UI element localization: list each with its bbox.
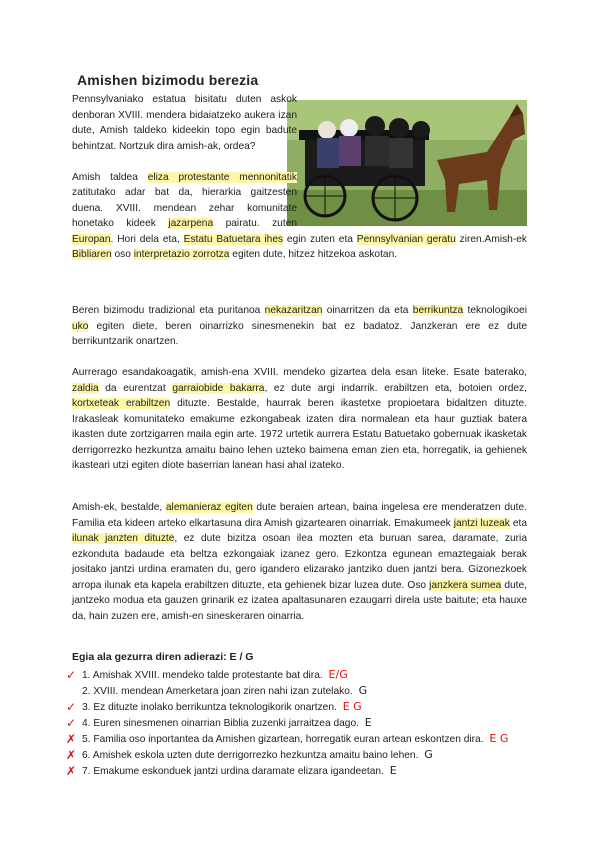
paragraph-3	[72, 365, 527, 474]
handwritten-answer: E G	[489, 732, 509, 745]
highlighted-phrase: ilunak janzten dituzte	[72, 533, 175, 544]
highlighted-phrase: janzkera sumea	[429, 579, 502, 591]
text-run: oinarritzen da eta	[322, 305, 413, 316]
cross-mark-icon: ✗	[66, 748, 77, 762]
text-run: Beren bizimodu tradizional eta puritanoa	[72, 305, 265, 316]
text-run: egiten dute, hitzez hitzekoa askotan.	[229, 249, 398, 260]
check-mark-icon: ✓	[66, 716, 77, 730]
paragraph-2	[72, 303, 527, 350]
quiz-item	[66, 763, 552, 779]
highlighted-phrase: Pennsylvanian geratu	[356, 233, 456, 245]
text-run: Aurrerago esandakoagatik, amish-ena XVIII. mendeko gizartea dela esan liteke. Esate baterako,	[72, 367, 527, 378]
highlighted-phrase: kortxeteak erabiltzen	[72, 398, 171, 409]
photo-wrap-space	[305, 92, 527, 222]
text-run: egiten diete, beren oinarrizko sinesmenekin bat ez badatoz. Janzkeran ere ez dute berrikuntzarik onartzen.	[72, 320, 527, 347]
quiz-item-number: 5.	[82, 734, 91, 745]
highlighted-phrase: Europan	[72, 233, 111, 245]
handwritten-answer: G	[358, 684, 368, 697]
quiz-item-number: 7.	[82, 766, 91, 777]
quiz-item-number: 3.	[82, 702, 91, 713]
text-run: Pennsylvaniako estatua bisitatu duten askok denboran XVIII. mendera bidaiatzeko aukera izan dute, Amish taldeko kideekin topo egin badute behintzat. Nortzuk dira amish-ak, ordea?	[72, 94, 297, 152]
text-run: , ez dute bizitza osoan ilea mozten eta buruan sarea, daramate, zuria ezkonduta badaude eta beltza ezkongaiak izanez gero. Ezkontza egunean emaztegaiak berak jositako jantzi urdina eramaten du, gero igandero elizarako jantziko duen jantzi bera. Gizonezkoek arropa ilunak eta kapela erabiltzen dituzte, eta gehienek bizar luzea dute. Oso	[72, 533, 527, 591]
highlighted-phrase: garraiobide bakarra	[172, 382, 265, 394]
quiz-item	[66, 715, 552, 731]
article-title: Amishen bizimodu berezia	[77, 72, 259, 88]
text-run: dute, jantzeko modua eta gauzen grinarik ez izatea apaltasunaren ezaugarri direla uste baitute; eta hauxe da, hain zuzen ere, amish-en sineskeraren oinarria.	[72, 579, 527, 622]
handwritten-answer: E	[364, 716, 372, 729]
text-run: dituzte. Bestalde, haurrak beren ikastetxe propioetara bidaltzen dituzte. Irakasleak komunitateko emakume ezkongabeak izaten dira normalean eta haur guztiak batera ikasten dute zortzigarren maila egin arte. 1972 urtetik aurrera Estatu Batuetako gobernuak ikasketak derrigorrezko hezkuntza amaitu baino lehen uzteko baimena eman zien eta, horregatik, ia gehienek ikasteari utzi egiten diote baserrian lanean hasi ahal izateko.	[72, 398, 527, 471]
paragraph-4	[72, 500, 527, 624]
quiz-item-text: Euren sinesmenen oinarrian Biblia zuzenki jarraitzea dago.	[93, 718, 359, 729]
highlighted-phrase: zaldia	[72, 382, 99, 394]
quiz-item-text: Familia oso inportantea da Amishen gizartean, horregatik euran artean eskontzen dira.	[93, 734, 484, 745]
paragraph-2-text	[72, 305, 527, 347]
text-run: zatitutako adar bat da, hierarkia gaitzesten duena. XVIII. mendean zehar komunitate honetako kideek	[72, 187, 297, 229]
quiz-item-text: Ez dituzte inolako berrikuntza teknologikorik onartzen.	[93, 702, 337, 713]
check-mark-icon: ✓	[66, 700, 77, 714]
highlighted-phrase: jantzi luzeak	[453, 517, 510, 529]
quiz-item-number: 1.	[82, 670, 91, 681]
check-mark-icon: ✓	[66, 668, 77, 682]
text-run: . Hori dela eta,	[110, 233, 184, 245]
highlighted-phrase: jazarpena	[168, 218, 214, 229]
text-run: ziren.Amish-ek	[455, 233, 528, 245]
quiz-item	[72, 683, 552, 699]
paragraph-4-text	[72, 502, 527, 622]
quiz-item-text: XVIII. mendean Amerketara joan ziren nahi izan zutelako.	[93, 686, 353, 697]
text-run: egin zuten eta	[283, 233, 357, 245]
quiz-item	[66, 667, 552, 683]
highlighted-phrase: alemanieraz egiten	[165, 502, 253, 513]
quiz-item	[66, 699, 552, 715]
handwritten-answer: E G	[342, 700, 362, 713]
text-run: da eurentzat	[98, 382, 173, 394]
quiz-item-text: Amishek eskola uzten dute derrigorrezko hezkuntza amaitu baino lehen.	[92, 750, 419, 761]
quiz-item-number: 4.	[82, 718, 91, 729]
text-run: teknologikoei	[463, 305, 527, 316]
quiz-item	[66, 747, 552, 763]
text-run: Amish taldea	[72, 171, 148, 183]
quiz-list	[66, 667, 552, 779]
quiz-title: Egia ala gezurra diren adierazi: E / G	[72, 651, 254, 663]
quiz-item-number: 6.	[82, 750, 91, 761]
quiz-item	[66, 731, 552, 747]
text-run: oso	[111, 249, 134, 260]
text-run: eta	[509, 517, 528, 529]
handwritten-answer: G	[424, 748, 433, 761]
paragraph-3-text	[72, 367, 527, 471]
cross-mark-icon: ✗	[66, 764, 77, 778]
cross-mark-icon: ✗	[66, 732, 77, 746]
highlighted-phrase: Bibliaren	[72, 249, 112, 260]
text-run: dute beraien artean, baina ingelesa ere menderatzen dute. Familia eta kideen arteko elkartasuna dira Amish gizartearen oinarriak. Emakumeek	[72, 502, 527, 529]
text-run: pairatu. zuten	[213, 218, 297, 229]
highlighted-phrase: Estatu Batuetara ihes	[183, 233, 284, 245]
quiz-item-number: 2.	[82, 686, 91, 697]
handwritten-answer: E/G	[328, 668, 348, 681]
highlighted-phrase: nekazaritzan	[264, 305, 323, 316]
highlighted-phrase: berrikuntza	[412, 305, 464, 316]
intro-paragraph	[72, 92, 527, 263]
highlighted-phrase: interpretazio zorrotza	[133, 249, 230, 260]
quiz-item-text: Amishak XVIII. mendeko talde protestante bat dira.	[92, 670, 323, 681]
handwritten-answer: E	[389, 764, 397, 777]
text-run: , ez dute argi indarrik. erabiltzen eta, botoien ordez,	[264, 382, 527, 394]
quiz-item-text: Emakume eskonduek jantzi urdina daramate elizara igandeetan.	[93, 766, 384, 777]
text-run: Amish-ek, bestalde,	[72, 502, 166, 513]
highlighted-phrase: eliza protestante mennonitatik	[147, 171, 297, 183]
highlighted-phrase: uko	[72, 320, 89, 332]
